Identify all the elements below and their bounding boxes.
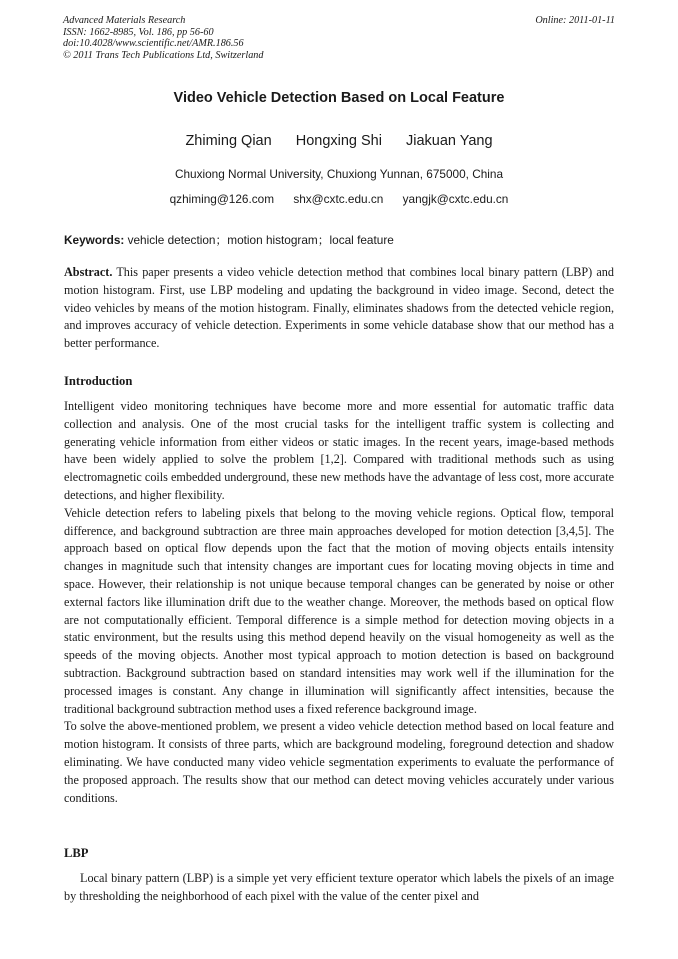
author-email: shx@cxtc.edu.cn bbox=[293, 192, 384, 206]
online-date: Online: 2011-01-11 bbox=[535, 15, 615, 26]
abstract-text: This paper presents a video vehicle detection method that combines local binary pattern (LBP) and motion histogram. First, use LBP modeling and updating the background in video image. Second, detect the video vehicles by means of the motion histogram. Finally, eliminates shadows from the detected vehicle region, and improves accuracy of vehicle detection. Experiments in some vehicle database show that our method has a better performance. bbox=[64, 265, 614, 351]
body-paragraph: Vehicle detection refers to labeling pixels that belong to the moving vehicle regions. Optical flow, temporal difference, and background subtraction are three main approaches developed for motion detection [3,4,5]. The approach based on optical flow depends upon the fact that the motion of moving objects entails intensity changes in magnitude such that intensity changes are important cues for locating moving objects in time and space. However, their relationship is not unique because temporal changes can be generated by noise or other external factors like illumination drift due to the weather change. Moreover, the methods based on optical flow are not computationally efficient. Temporal difference is a simple method for detection moving objects in a static environment, but the results using this method depend heavily on the visual homogeneity as well as the speeds of the moving objects. Another most typical approach to motion detection is based on background subtraction. Background subtraction based on standard intensities may work well if the illumination for the processed images is constant. Any change in illumination will significantly affect intensities, because the traditional background subtraction method uses a fixed reference background image. bbox=[64, 505, 614, 716]
abstract-paragraph bbox=[64, 264, 614, 353]
author-name: Zhiming Qian bbox=[185, 133, 272, 149]
abstract-label: Abstract. bbox=[64, 265, 113, 279]
author-email: qzhiming@126.com bbox=[169, 192, 275, 206]
body-paragraph: To solve the above-mentioned problem, we present a video vehicle detection method based on local feature and motion histogram. It consists of three parts, which are background modeling, foreground detection and shadow eliminating. We have conducted many video vehicle segmentation experiments to evaluate the performance of the proposed approach. The results show that our method can detect moving vehicles accurately under various conditions. bbox=[64, 719, 614, 805]
doi-line: doi:10.4028/www.scientific.net/AMR.186.56 bbox=[63, 38, 244, 50]
issn-line: ISSN: 1662-8985, Vol. 186, pp 56-60 bbox=[63, 26, 214, 38]
author-name: Jiakuan Yang bbox=[406, 133, 493, 149]
journal-name: Advanced Materials Research bbox=[63, 15, 186, 26]
section-heading-introduction: Introduction bbox=[64, 374, 133, 388]
lbp-body bbox=[64, 870, 614, 906]
body-paragraph: Intelligent video monitoring techniques have become more and more essential for automatic traffic data collection and analysis. One of the most crucial tasks for the intelligent traffic system is collecting and generating vehicle information from either videos or static images. In the recent years, image-based methods have been widely applied to solve the problem [1,2]. Compared with traditional methods such as using electromagnetic coils embedded underground, these new methods have the advantage of less cost, more accurate detections, and higher flexibility. bbox=[64, 399, 614, 502]
copyright-line: © 2011 Trans Tech Publications Ltd, Switzerland bbox=[63, 49, 264, 61]
publication-metadata bbox=[63, 15, 615, 61]
body-paragraph: Local binary pattern (LBP) is a simple yet very efficient texture operator which labels the pixels of an image by thresholding the neighborhood of each pixel with the value of the center pixel and bbox=[64, 871, 614, 903]
author-email: yangjk@cxtc.edu.cn bbox=[402, 192, 509, 206]
author-list bbox=[0, 133, 678, 149]
section-heading-lbp: LBP bbox=[64, 846, 89, 860]
keywords-line bbox=[64, 231, 614, 248]
paper-title: Video Vehicle Detection Based on Local Feature bbox=[173, 90, 505, 106]
keywords-label: Keywords: bbox=[64, 233, 125, 247]
author-name: Hongxing Shi bbox=[295, 133, 382, 149]
introduction-body bbox=[64, 398, 614, 807]
email-list bbox=[0, 192, 678, 206]
affiliation: Chuxiong Normal University, Chuxiong Yunnan, 675000, China bbox=[174, 167, 504, 181]
keywords-text: vehicle detection；motion histogram；local feature bbox=[124, 233, 394, 247]
